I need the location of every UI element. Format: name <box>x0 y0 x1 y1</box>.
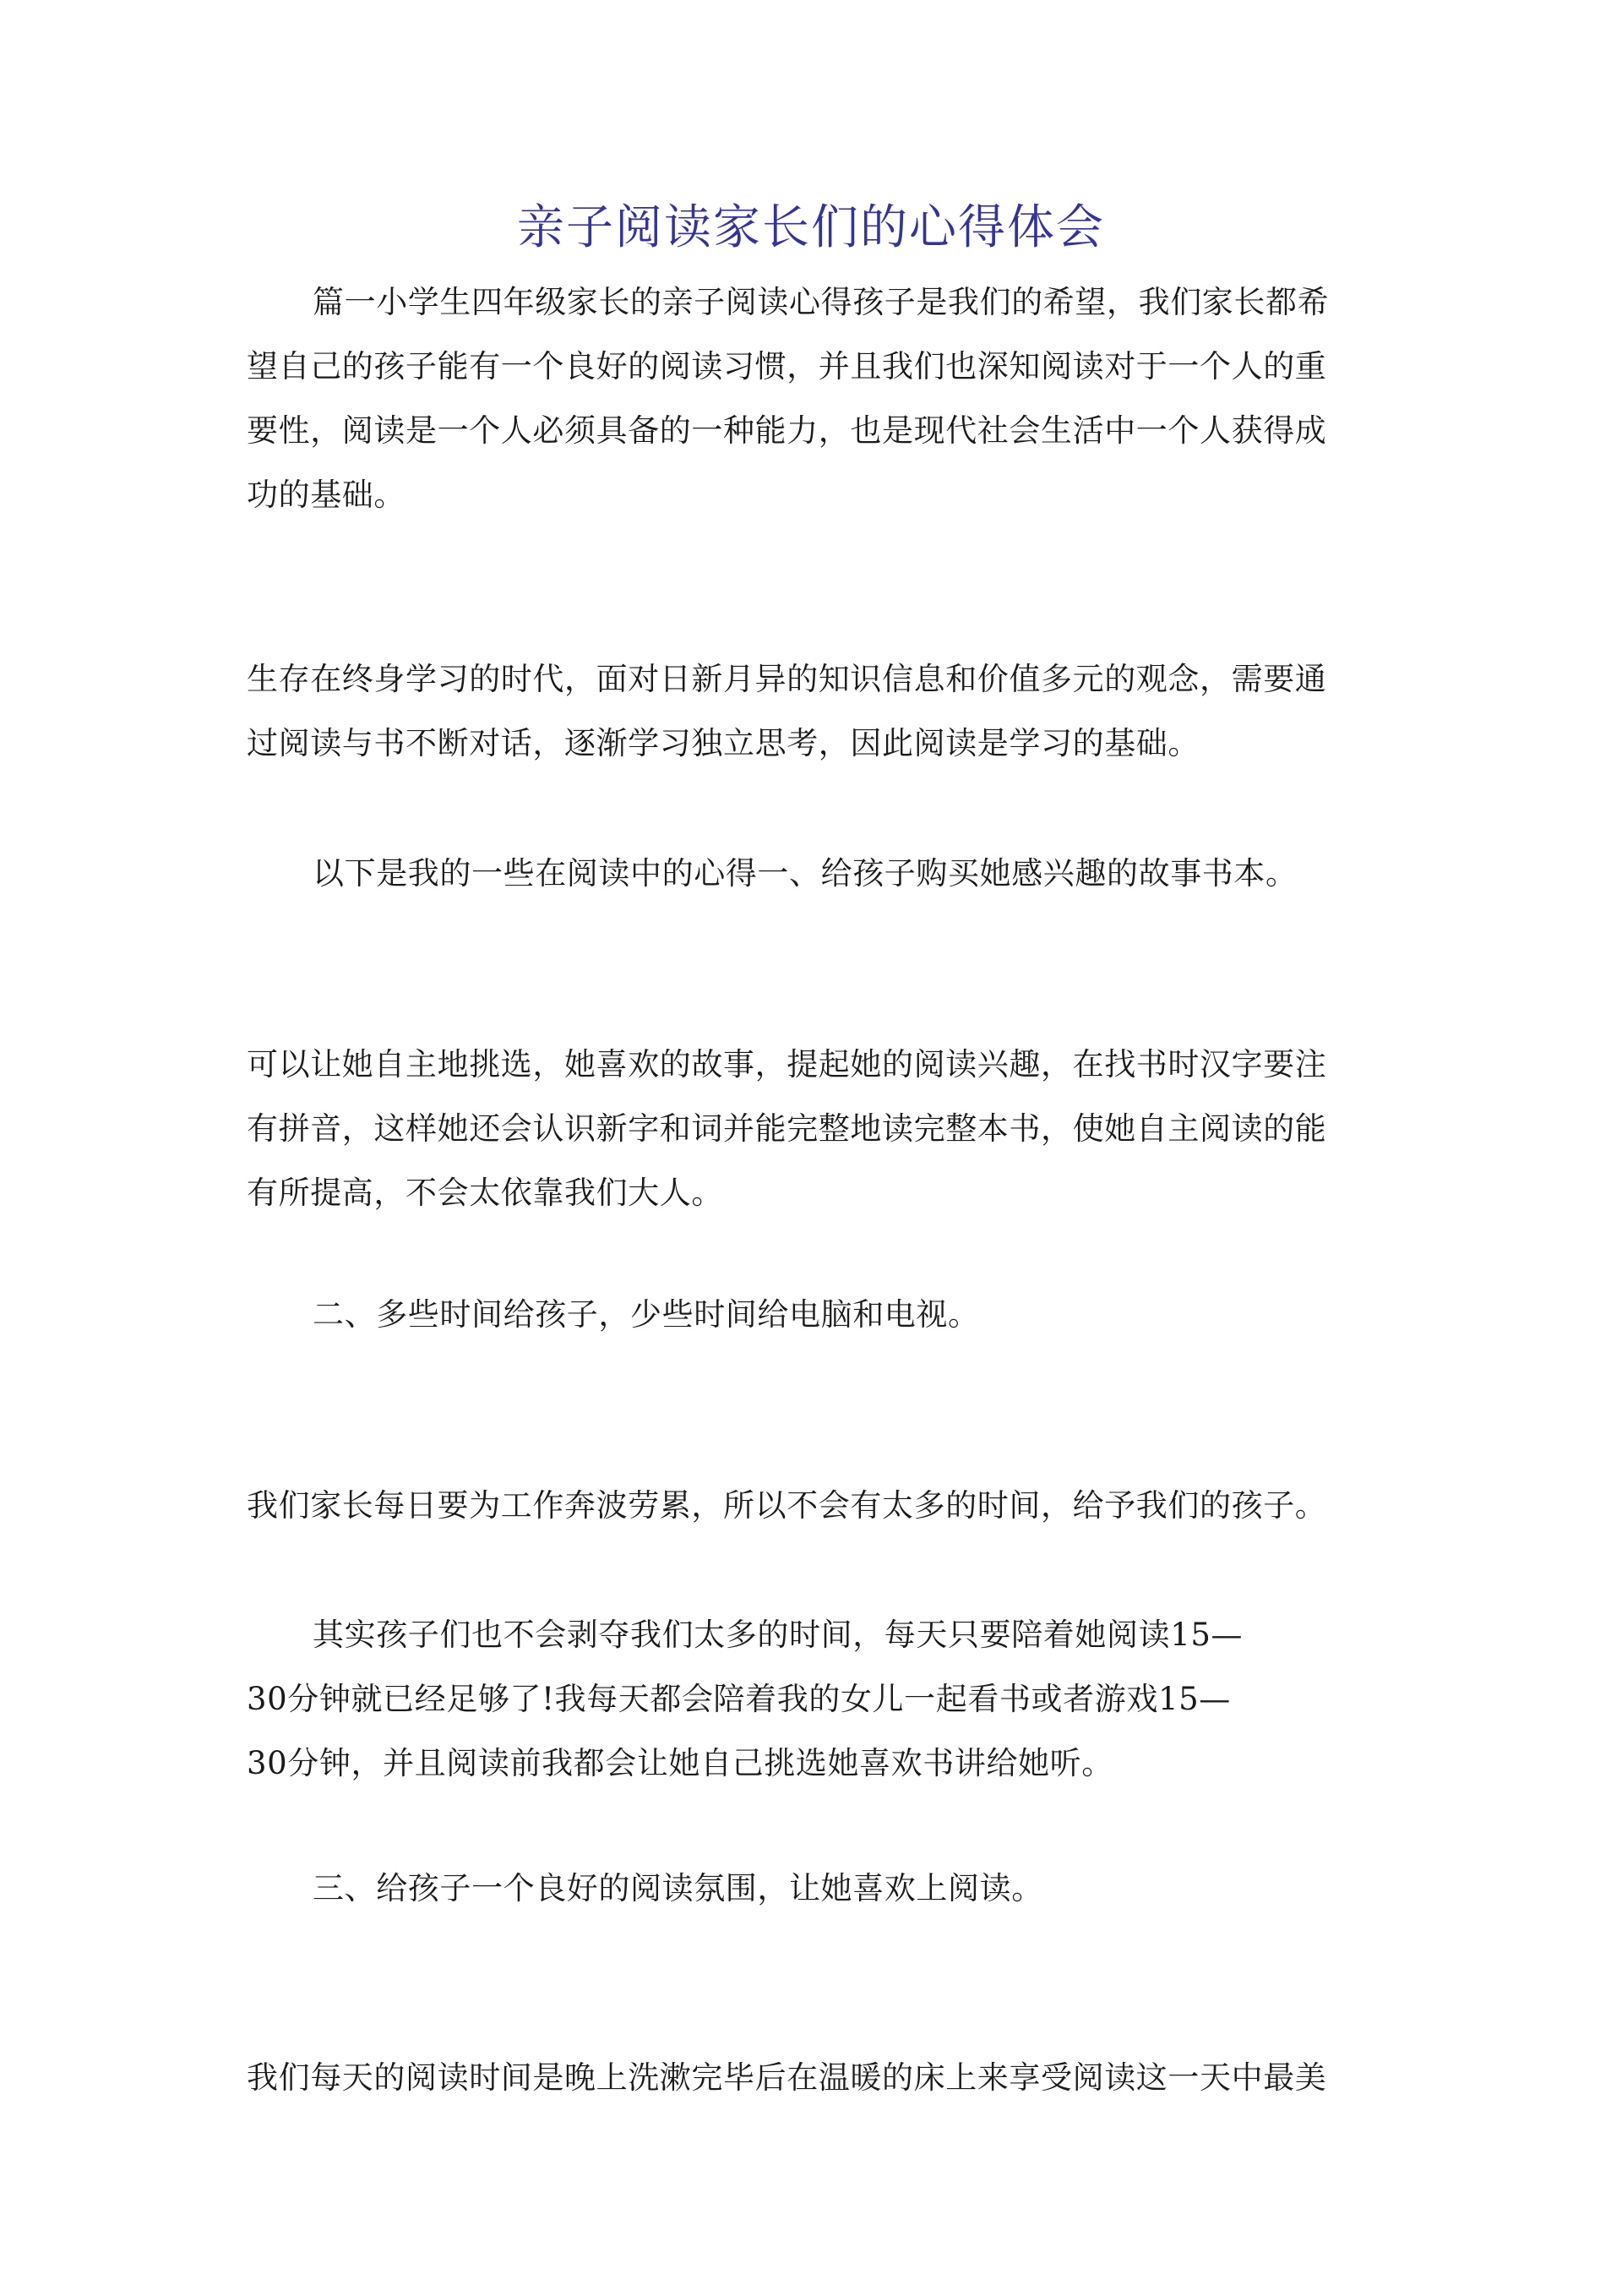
paragraph-line: 有所提高，不会太依靠我们大人。 <box>247 1175 723 1211</box>
paragraph-3 <box>247 842 1375 906</box>
paragraph-line: 篇一小学生四年级家长的亲子阅读心得孩子是我们的希望，我们家长都希 <box>313 284 1330 320</box>
paragraph-line: 30分钟就已经足够了!我每天都会陪着我的女儿一起看书或者游戏15— <box>247 1681 1231 1717</box>
paragraph-7 <box>247 1603 1375 1796</box>
paragraph-5 <box>247 1283 1375 1347</box>
paragraph-9 <box>247 2046 1375 2110</box>
paragraph-line: 三、给孩子一个良好的阅读氛围，让她喜欢上阅读。 <box>313 1870 1043 1906</box>
paragraph-6 <box>247 1474 1375 1538</box>
paragraph-line: 其实孩子们也不会剥夺我们太多的时间，每天只要陪着她阅读15— <box>313 1617 1244 1653</box>
paragraph-4 <box>247 1033 1375 1225</box>
document-title: 亲子阅读家长们的心得体会 <box>517 200 1105 255</box>
paragraph-line: 有拼音，这样她还会认识新字和词并能完整地读完整本书，使她自主阅读的能 <box>247 1110 1327 1147</box>
paragraph-line: 要性，阅读是一个人必须具备的一种能力，也是现代社会生活中一个人获得成 <box>247 412 1327 449</box>
paragraph-line: 过阅读与书不断对话，逐渐学习独立思考，因此阅读是学习的基础。 <box>247 725 1200 761</box>
paragraph-line: 生存在终身学习的时代，面对日新月异的知识信息和价值多元的观念，需要通 <box>247 661 1327 697</box>
paragraph-line: 功的基础。 <box>247 477 406 513</box>
paragraph-line: 30分钟，并且阅读前我都会让她自己挑选她喜欢书讲给她听。 <box>247 1745 1113 1781</box>
paragraph-line: 我们每天的阅读时间是晚上洗漱完毕后在温暖的床上来享受阅读这一天中最美 <box>247 2059 1327 2096</box>
paragraph-line: 我们家长每日要为工作奔波劳累，所以不会有太多的时间，给予我们的孩子。 <box>247 1487 1327 1524</box>
paragraph-line: 可以让她自主地挑选，她喜欢的故事，提起她的阅读兴趣，在找书时汉字要注 <box>247 1046 1327 1083</box>
paragraph-line: 二、多些时间给孩子，少些时间给电脑和电视。 <box>313 1296 980 1333</box>
paragraph-line: 望自己的孩子能有一个良好的阅读习惯，并且我们也深知阅读对于一个人的重 <box>247 348 1327 384</box>
paragraph-8 <box>247 1857 1375 1921</box>
paragraph-2 <box>247 647 1375 776</box>
paragraph-1 <box>247 270 1375 527</box>
paragraph-line: 以下是我的一些在阅读中的心得一、给孩子购买她感兴趣的故事书本。 <box>313 855 1298 892</box>
